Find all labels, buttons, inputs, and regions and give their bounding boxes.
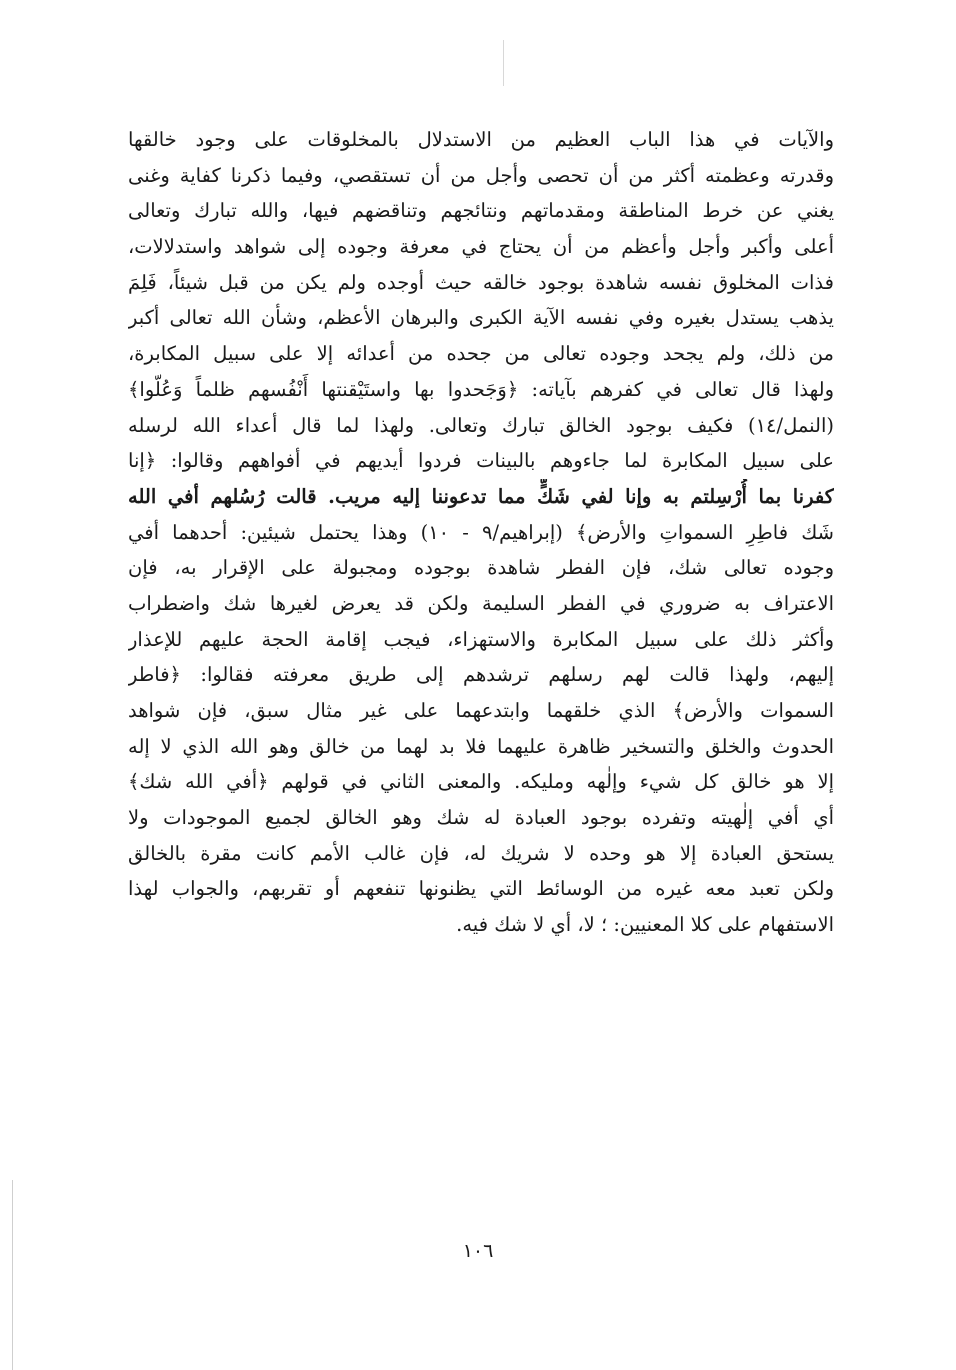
text-line: يذهب يستدل بغيره وفي نفسه الآية الكبرى والبرهان الأعظم، وشأن الله تعالى أكبر (128, 306, 834, 330)
text-line: شَك فاطِرِ السمواتِ والأرض﴾ (إبراهيم/٩ - ١٠) وهذا يحتمل شيئين: أحدهما أفي (128, 520, 834, 544)
text-line-last: الاستفهام على كلا المعنيين: ؛ لا، أي لا شك فيه. (456, 913, 834, 937)
text-line: ولهذا قال تعالى في كفرهم بآياته: ﴿وَجَحدوا بها واستَيْقنتها أَنْفُسهم ظلماً وَعُلّوا﴾ (128, 377, 834, 401)
text-line: يغني عن خرط المناطقة ومقدماتهم ونتائجهم وتناقضهم فيها، والله تبارك وتعالى (128, 199, 834, 223)
scan-edge-line (12, 1180, 13, 1370)
text-line: أعلى وأكبر وأجل وأعظم من أن يحتاج في معرفة وجوده إلى شواهد واستدلالات، (128, 235, 834, 259)
text-line: إليهم، ولهذا قالت لهم رسلهم ترشدهم إلى طريق معرفته فقالوا: ﴿فاطر (128, 663, 834, 687)
text-line: من ذلك، ولم يجحد وجوده تعالى من جحده من أعدائه إلا على سبيل المكابرة، (128, 342, 834, 366)
text-line: فذات المخلوق نفسه شاهدة بوجود خالقه حيث أوجده ولم يكن من قبل شيئاً، فَلِمَ (128, 270, 834, 294)
page-body-text (128, 122, 834, 943)
text-line: وأكثر ذلك على سبيل المكابرة والاستهزاء، فيجب إقامة الحجة عليهم للإعذار (128, 627, 834, 651)
text-line: وقدرته وعظمته أكثر من أن تحصى وأجل من أن تستقصي، وفيما ذكرنا كفاية وغنى (128, 163, 834, 187)
text-line: على سبيل المكابرة لما جاءوهم بالبينات فردوا أيديهم في أفواههم وقالوا: ﴿إنا (128, 449, 834, 473)
text-line: (النمل/١٤) فكيف بوجود الخالق تبارك وتعالى. ولهذا لما قال أعداء الله لرسله (128, 413, 834, 437)
text-line: وجوده تعالى شك، فإن الفطر شاهدة بوجوده ومجبولة على الإقرار به، فإن (128, 556, 834, 580)
page-number: ١٠٦ (462, 1240, 494, 1262)
text-line: والآيات في هذا الباب العظيم من الاستدلال بالمخلوقات على وجود خالقها (128, 128, 834, 151)
scan-mark (503, 40, 504, 86)
text-line: السموات والأرض﴾ الذي خلقهما وابتدعهما على غير مثال سبق، فإن شواهد (128, 699, 834, 722)
text-line: ولكن تعبد معه غيره من الوسائط التي يظنونها تنفعهم أو تقربهم، والجواب لهذا (128, 877, 834, 901)
text-line: الحدوث والخلق والتسخير ظاهرة عليهما فلا بد لهما من خالق وهو الله الذي لا إله (128, 734, 834, 758)
text-line: الاعتراف به ضروري في الفطر السليمة ولكن قد يعرض لغيرها شك واضطراب (128, 591, 834, 615)
text-line: إلا هو خالق كل شيء وإلٰهه ومليكه. والمعنى الثاني في قولهم ﴿أفي الله شك﴾ (128, 770, 834, 794)
text-line: يستحق العبادة إلا هو وحده لا شريك له، فإن غالب الأمم كانت مقرة بالخالق (128, 841, 834, 865)
text-line-quran: كفرنا بما أُرْسِلتم به وإنا لفي شَكٍّ مما تدعوننا إليه مريب. قالت رُسُلهم أفي الله (128, 484, 834, 508)
text-line: أي أفي إلٰهيته وتفرده بوجود العبادة له شك وهو الخالق لجميع الموجودات ولا (128, 806, 834, 830)
